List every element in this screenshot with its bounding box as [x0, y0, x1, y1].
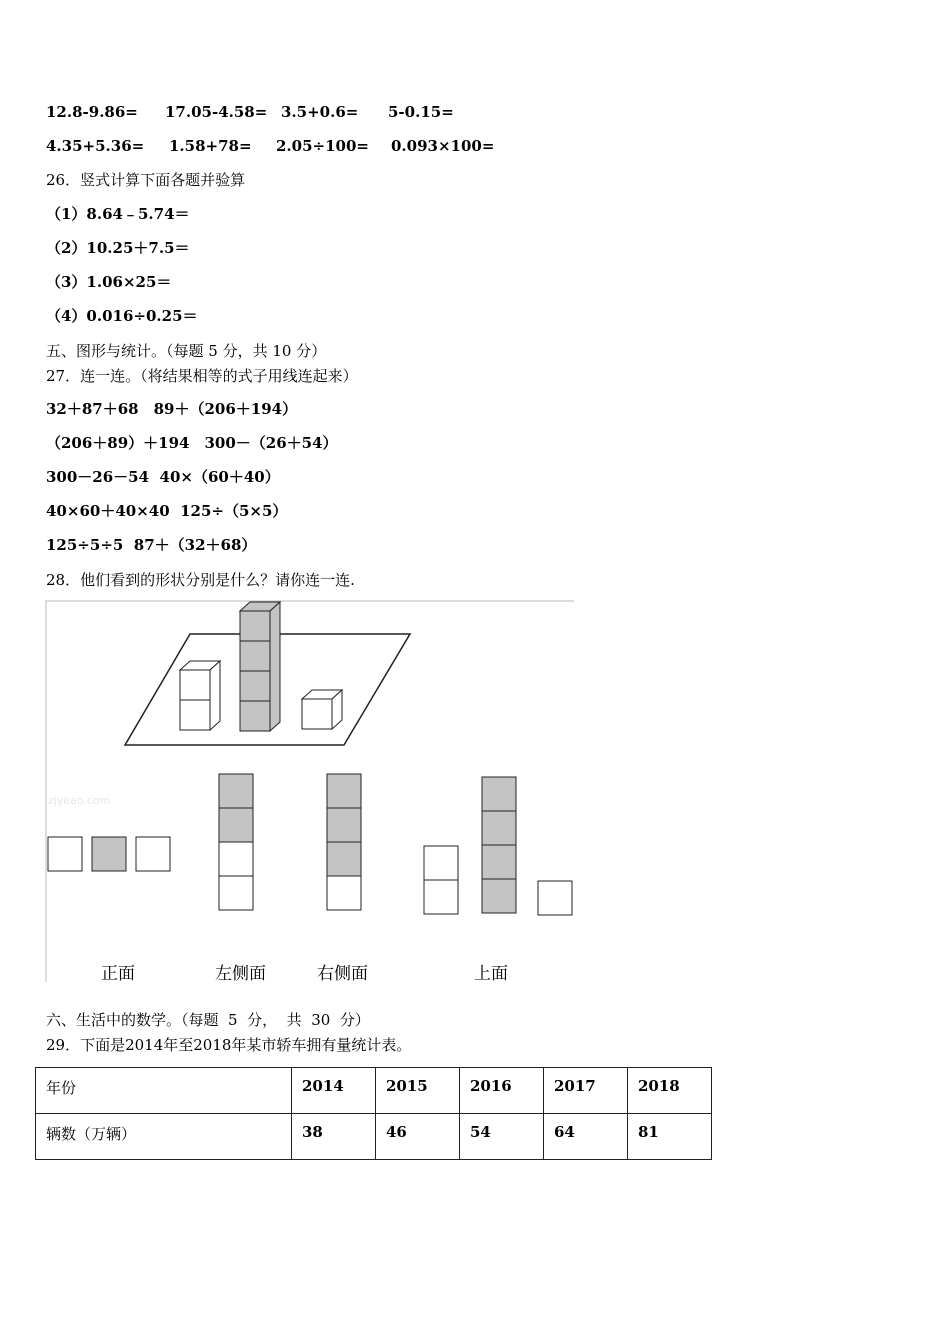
- table-header-label: 年份: [36, 1068, 292, 1114]
- exercise: 17.05-4.58=: [165, 103, 268, 121]
- table-cell: 64: [544, 1114, 628, 1160]
- view-label-right: 右侧面: [317, 964, 368, 984]
- exercise: 4.35+5.36=: [46, 137, 145, 155]
- watermark: zjyeao.com: [48, 794, 111, 807]
- section-6-title: 六、生活中的数学。（每题 5 分， 共 30 分）: [46, 1011, 370, 1029]
- question-26-item: （1）8.64﹣5.74＝: [46, 205, 190, 223]
- table-row: [36, 1114, 712, 1160]
- question-26-item: （3）1.06×25＝: [46, 273, 172, 291]
- exercise: 12.8-9.86=: [46, 103, 138, 121]
- view-option-b: [219, 774, 253, 910]
- cube-stack-middle: [240, 602, 280, 731]
- view-label-top: 上面: [474, 964, 508, 984]
- cube-views-figure: [44, 598, 576, 984]
- view-label-left: 左侧面: [215, 964, 266, 984]
- view-label-front: 正面: [101, 964, 135, 984]
- question-27-title: 27．连一连。（将结果相等的式子用线连起来）: [46, 367, 358, 385]
- question-29-title: 29．下面是2014年至2018年某市轿车拥有量统计表。: [46, 1036, 412, 1054]
- view-option-d: [424, 777, 572, 915]
- section-5-title: 五、图形与统计。（每题 5 分，共 10 分）: [46, 342, 327, 360]
- question-28-title: 28．他们看到的形状分别是什么？请你连一连.: [46, 571, 355, 589]
- table-cell: 2016: [460, 1068, 544, 1114]
- question-27-row: （206＋89）＋194 300－（26＋54）: [46, 434, 338, 452]
- table-cell: 54: [460, 1114, 544, 1160]
- exercise: 2.05÷100=: [276, 137, 369, 155]
- table-cell: 2018: [628, 1068, 712, 1114]
- car-statistics-table: [35, 1067, 712, 1160]
- table-row: [36, 1068, 712, 1114]
- exercise: 5-0.15=: [388, 103, 454, 121]
- cube-stack-right: [302, 690, 342, 729]
- table-cell: 81: [628, 1114, 712, 1160]
- question-27-row: 125÷5÷5 87＋（32＋68）: [46, 536, 257, 554]
- table-cell: 2015: [376, 1068, 460, 1114]
- question-26-title: 26．竖式计算下面各题并验算: [46, 171, 246, 189]
- table-cell: 38: [292, 1114, 376, 1160]
- cube-stack-left: [180, 661, 220, 730]
- question-27-row: 40×60＋40×40 125÷（5×5）: [46, 502, 288, 520]
- question-27-row: 300－26－54 40×（60＋40）: [46, 468, 280, 486]
- question-26-item: （2）10.25＋7.5＝: [46, 239, 190, 257]
- table-cell: 2014: [292, 1068, 376, 1114]
- exercise: 3.5+0.6=: [281, 103, 359, 121]
- table-cell: 2017: [544, 1068, 628, 1114]
- question-26-item: （4）0.016÷0.25＝: [46, 307, 198, 325]
- view-option-c: [327, 774, 361, 910]
- table-row-label: 辆数（万辆）: [36, 1114, 292, 1160]
- view-option-a: [48, 837, 170, 871]
- question-27-row: 32＋87＋68 89＋（206＋194）: [46, 400, 298, 418]
- exercise: 1.58+78=: [169, 137, 252, 155]
- table-cell: 46: [376, 1114, 460, 1160]
- exercise: 0.093×100=: [391, 137, 495, 155]
